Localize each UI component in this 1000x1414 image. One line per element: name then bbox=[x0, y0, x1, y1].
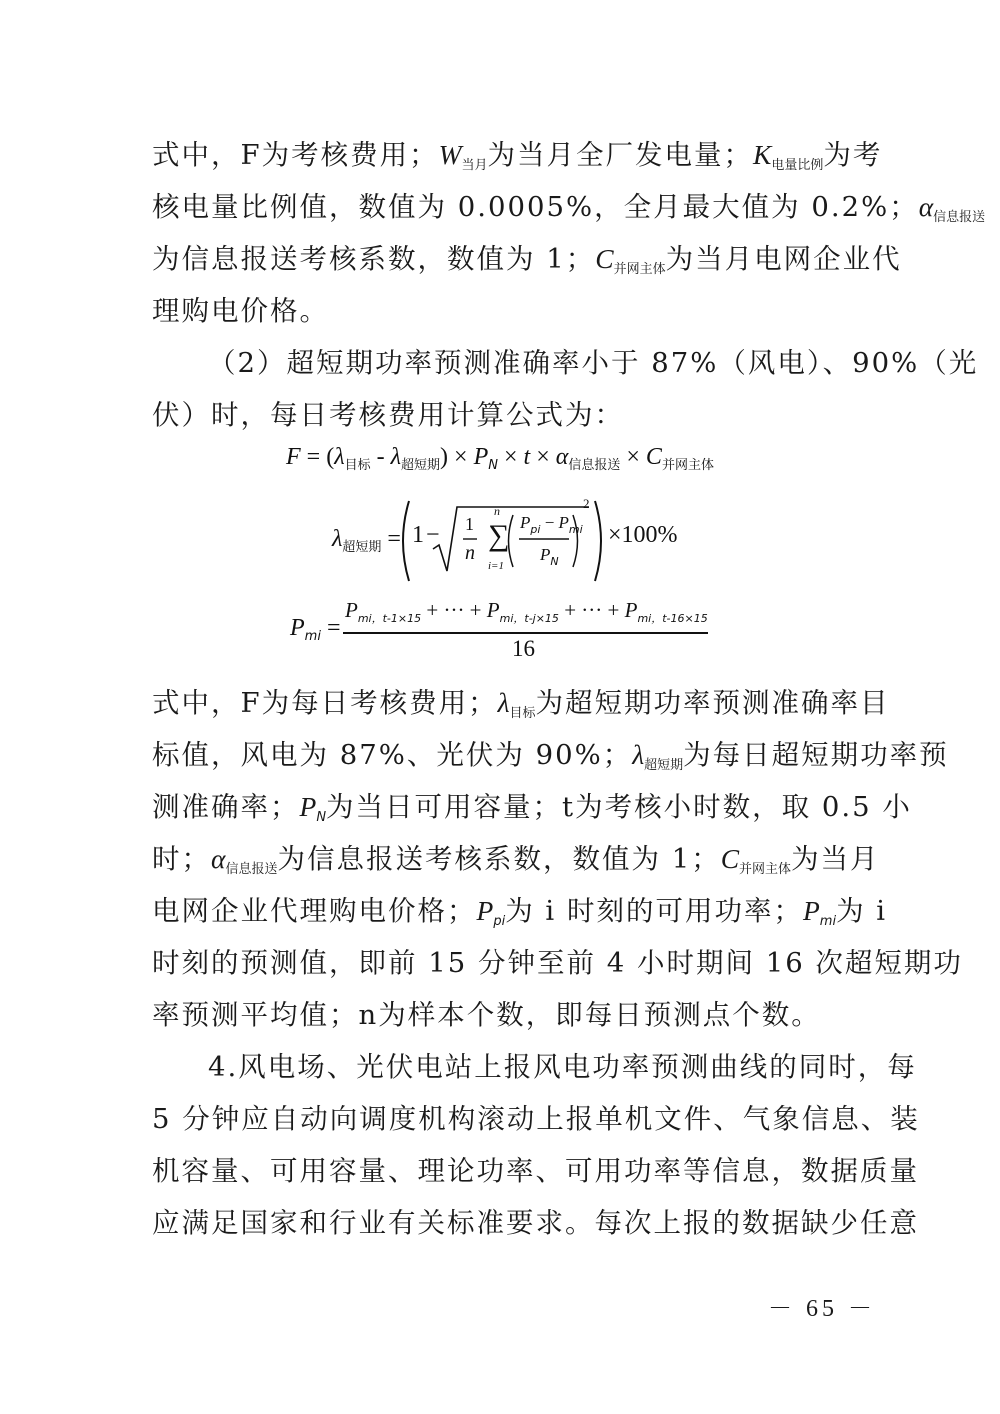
subscript: mi bbox=[568, 523, 583, 536]
page-number: － 65 － bbox=[768, 1296, 876, 1322]
text: 为当月 bbox=[791, 843, 880, 875]
times-percent: ×100% bbox=[608, 522, 678, 548]
p4-line2 bbox=[152, 1094, 920, 1144]
var-lambda: λ bbox=[332, 526, 343, 552]
subscript: mi bbox=[819, 914, 837, 929]
subscript: mi bbox=[304, 629, 321, 644]
text: 为 i bbox=[836, 895, 888, 927]
left-paren bbox=[403, 501, 409, 581]
subscript: 并网主体 bbox=[613, 262, 666, 277]
fraction-denominator: 16 bbox=[512, 636, 535, 661]
subscript: N bbox=[488, 458, 498, 473]
text: 应满足国家和行业有关标准要求。每次上报的数据缺少任意 bbox=[152, 1207, 919, 1239]
var-lambda: λ bbox=[334, 444, 345, 470]
text: 伏）时，每日考核费用计算公式为： bbox=[152, 399, 624, 431]
var-p: P bbox=[540, 545, 551, 564]
text: 为信息报送考核系数，数值为 1； bbox=[277, 843, 721, 875]
text: 标值，风电为 87%、光伏为 90%； bbox=[152, 739, 633, 771]
var-lambda: λ bbox=[390, 444, 402, 470]
text: 机容量、可用容量、理论功率、可用功率等信息，数据质量 bbox=[152, 1155, 919, 1187]
text: 式中，F为每日考核费用； bbox=[152, 687, 498, 719]
text: 为当月电网企业代 bbox=[665, 243, 902, 275]
text: 为当月全厂发电量； bbox=[487, 139, 754, 171]
subscript: mi，t-16×15 bbox=[637, 612, 708, 625]
var-t: t bbox=[523, 444, 531, 470]
var-p: P bbox=[486, 598, 500, 622]
numerator-difference: $P_{pi} - P_{mi}$ bbox=[520, 513, 583, 536]
p3-line7 bbox=[152, 990, 852, 1040]
var-w: W bbox=[438, 139, 462, 170]
subscript: 目标 bbox=[344, 458, 371, 473]
var-p: P bbox=[299, 791, 317, 822]
var-p: P bbox=[558, 513, 569, 532]
formula2-lhs: $\lambda_{超短期}$ = bbox=[332, 526, 401, 555]
p3-line6 bbox=[152, 938, 963, 988]
minus-sign: − bbox=[426, 522, 440, 548]
var-p: P bbox=[290, 615, 305, 641]
subscript: mi，t-j×15 bbox=[499, 612, 559, 625]
exponent: 2 bbox=[583, 496, 590, 511]
var-p: P bbox=[624, 598, 638, 622]
fraction-denominator: n bbox=[465, 542, 475, 564]
subscript: N bbox=[550, 555, 559, 568]
sum-upper: n bbox=[494, 504, 500, 518]
subscript: pi bbox=[493, 914, 506, 929]
number-one: 1 bbox=[412, 522, 424, 548]
subscript: pi bbox=[530, 523, 541, 536]
text: 电网企业代理购电价格； bbox=[152, 895, 477, 927]
subscript: 信息报送 bbox=[568, 458, 621, 473]
text: 测准确率； bbox=[152, 791, 300, 823]
text: 为超短期功率预测准确率目 bbox=[535, 687, 890, 719]
text: 为每日超短期功率预 bbox=[683, 739, 949, 771]
subscript: mi，t-1×15 bbox=[357, 612, 422, 625]
right-paren bbox=[595, 501, 601, 581]
var-lambda: λ bbox=[632, 739, 645, 770]
text: 理购电价格。 bbox=[152, 295, 329, 327]
p2-line1 bbox=[208, 338, 979, 388]
text: 核电量比例值，数值为 0.0005%，全月最大值为 0.2%； bbox=[152, 191, 919, 223]
text: 为信息报送考核系数，数值为 1； bbox=[152, 243, 596, 275]
fraction-numerator: 1 bbox=[465, 514, 474, 534]
subscript: 当月 bbox=[461, 158, 488, 173]
subscript: 超短期 bbox=[644, 758, 684, 773]
var-c: C bbox=[645, 444, 662, 470]
subscript: 并网主体 bbox=[661, 458, 714, 473]
p4-line4 bbox=[152, 1198, 919, 1248]
sum-sign: ∑ bbox=[488, 519, 510, 552]
subscript: N bbox=[316, 810, 327, 825]
formula-fee: $F = (\lambda_{目标} - \lambda_{超短期}) \times P_N \times t \times \alpha_{信息报送} \times C_{并网主体}$ bbox=[286, 444, 714, 473]
fraction-bar bbox=[343, 632, 708, 634]
var-lambda: λ bbox=[497, 687, 510, 718]
var-c: C bbox=[720, 843, 740, 874]
p2-line2 bbox=[152, 390, 852, 440]
text: 为当日可用容量；t为考核小时数，取 0.5 小 bbox=[326, 791, 912, 823]
text: 为考 bbox=[823, 139, 883, 171]
text: 为 i 时刻的可用功率； bbox=[505, 895, 803, 927]
text: （2）超短期功率预测准确率小于 87%（风电）、90%（光 bbox=[208, 347, 979, 379]
var-alpha: α bbox=[918, 191, 934, 222]
var-p: P bbox=[520, 513, 531, 532]
p4-line3 bbox=[152, 1146, 919, 1196]
text: 5 分钟应自动向调度机构滚动上报单机文件、气象信息、装 bbox=[152, 1103, 920, 1135]
var-p: P bbox=[345, 598, 358, 622]
text: 时； bbox=[152, 843, 211, 875]
var-p: P bbox=[802, 895, 820, 926]
subscript: 超短期 bbox=[342, 540, 382, 555]
text: 率预测平均值；n为样本个数，即每日预测点个数。 bbox=[152, 999, 821, 1031]
denominator-pn bbox=[540, 545, 559, 568]
var-alpha: α bbox=[211, 843, 226, 874]
subscript: 并网主体 bbox=[739, 862, 792, 877]
text: 式中，F为考核费用； bbox=[152, 139, 439, 171]
p4-line1 bbox=[208, 1042, 917, 1092]
subscript: 信息报送 bbox=[225, 862, 278, 877]
subscript: 超短期 bbox=[401, 458, 441, 473]
subscript: 信息报送 bbox=[933, 210, 986, 225]
sum-lower: i=1 bbox=[488, 560, 504, 572]
var-c: C bbox=[595, 243, 614, 274]
text: 4.风电场、光伏电站上报风电功率预测曲线的同时，每 bbox=[208, 1051, 917, 1083]
p1-line4 bbox=[152, 286, 852, 336]
var-p: P bbox=[473, 444, 489, 470]
formula3-numerator: $P_{mi,t-1\times 15}$ + ··· + $P_{mi,t-j\times 15}$ + ··· + $P_{mi,t-16\times 15}$ bbox=[345, 598, 708, 625]
subscript: 电量比例 bbox=[771, 158, 824, 173]
var-alpha: α bbox=[555, 444, 569, 470]
subscript: 目标 bbox=[509, 706, 536, 721]
text: 时刻的预测值，即前 15 分钟至前 4 小时期间 16 次超短期功 bbox=[152, 947, 963, 979]
var-f: F bbox=[286, 444, 301, 470]
formula3-lhs: $P_{mi}$ = bbox=[290, 615, 341, 644]
var-k: K bbox=[753, 139, 772, 170]
var-p: P bbox=[476, 895, 494, 926]
